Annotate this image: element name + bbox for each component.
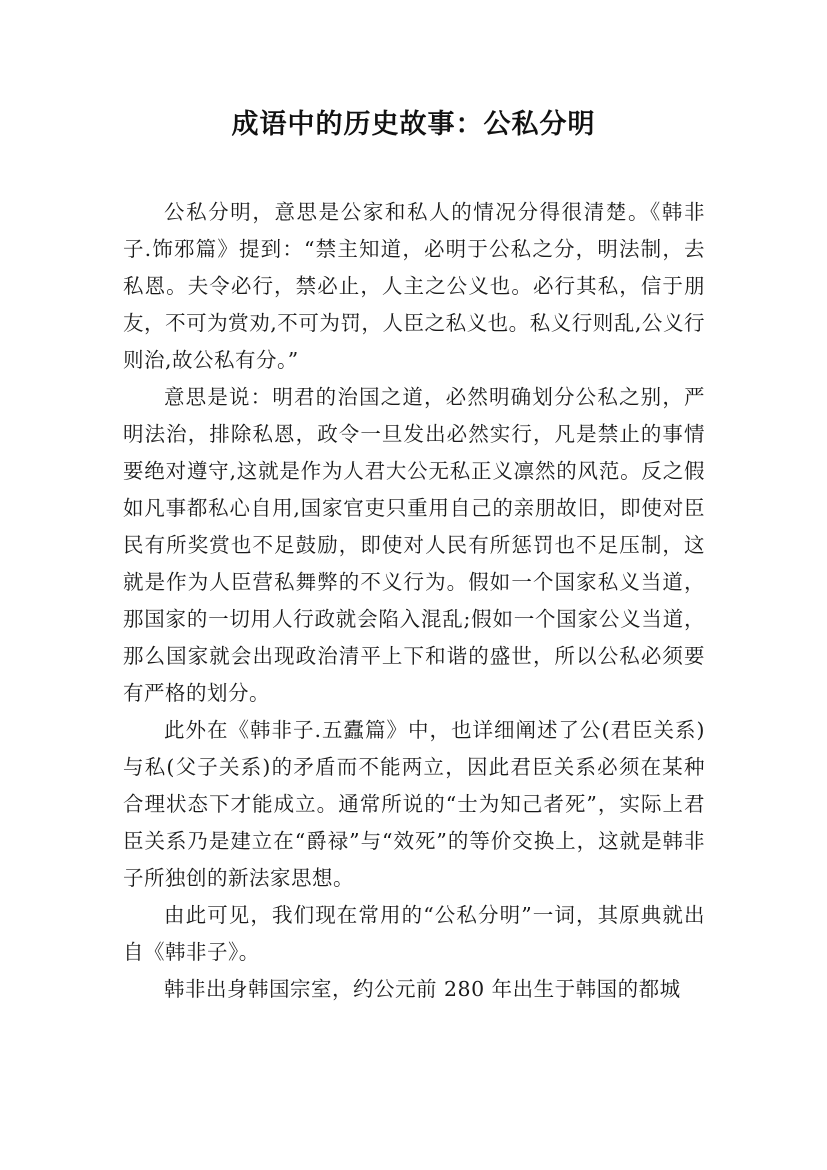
paragraph: 由此可见，我们现在常用的“公私分明”一词，其原典就出自《韩非子》。 <box>123 903 705 964</box>
paragraph: 此外在《韩非子.五蠹篇》中，也详细阐述了公(君臣关系)与私(父子关系)的矛盾而不能两立，因此君臣关系必须在某种合理状态下才能成立。通常所说的“士为知己者死”，实际上君臣关系乃是建立在“爵禄”与“效死”的等价交换上，这就是韩非子所独创的新法家思想。 <box>123 718 705 890</box>
paragraph: 韩非出身韩国宗室，约公元前 280 年出生于韩国的都城 <box>164 977 681 1001</box>
document-body <box>123 194 705 1008</box>
document-title: 成语中的历史故事：公私分明 <box>231 109 596 140</box>
paragraph: 公私分明，意思是公家和私人的情况分得很清楚。《韩非子.饰邪篇》提到：“禁主知道，必明于公私之分，明法制，去私恩。夫令必行，禁必止，人主之公义也。必行其私，信于朋友，不可为赏劝,不可为罚，人臣之私义也。私义行则乱,公义行则治,故公私有分。” <box>123 200 705 372</box>
paragraph: 意思是说：明君的治国之道，必然明确划分公私之别，严明法治，排除私恩，政令一旦发出必然实行，凡是禁止的事情要绝对遵守,这就是作为人君大公无私正义凛然的风范。反之假如凡事都私心自用,国家官吏只重用自己的亲朋故旧，即使对臣民有所奖赏也不足鼓励，即使对人民有所惩罚也不足压制，这就是作为人臣营私舞弊的不义行为。假如一个国家私义当道，那国家的一切用人行政就会陷入混乱;假如一个国家公义当道，那么国家就会出现政治清平上下和谐的盛世，所以公私必须要有严格的划分。 <box>123 385 705 705</box>
